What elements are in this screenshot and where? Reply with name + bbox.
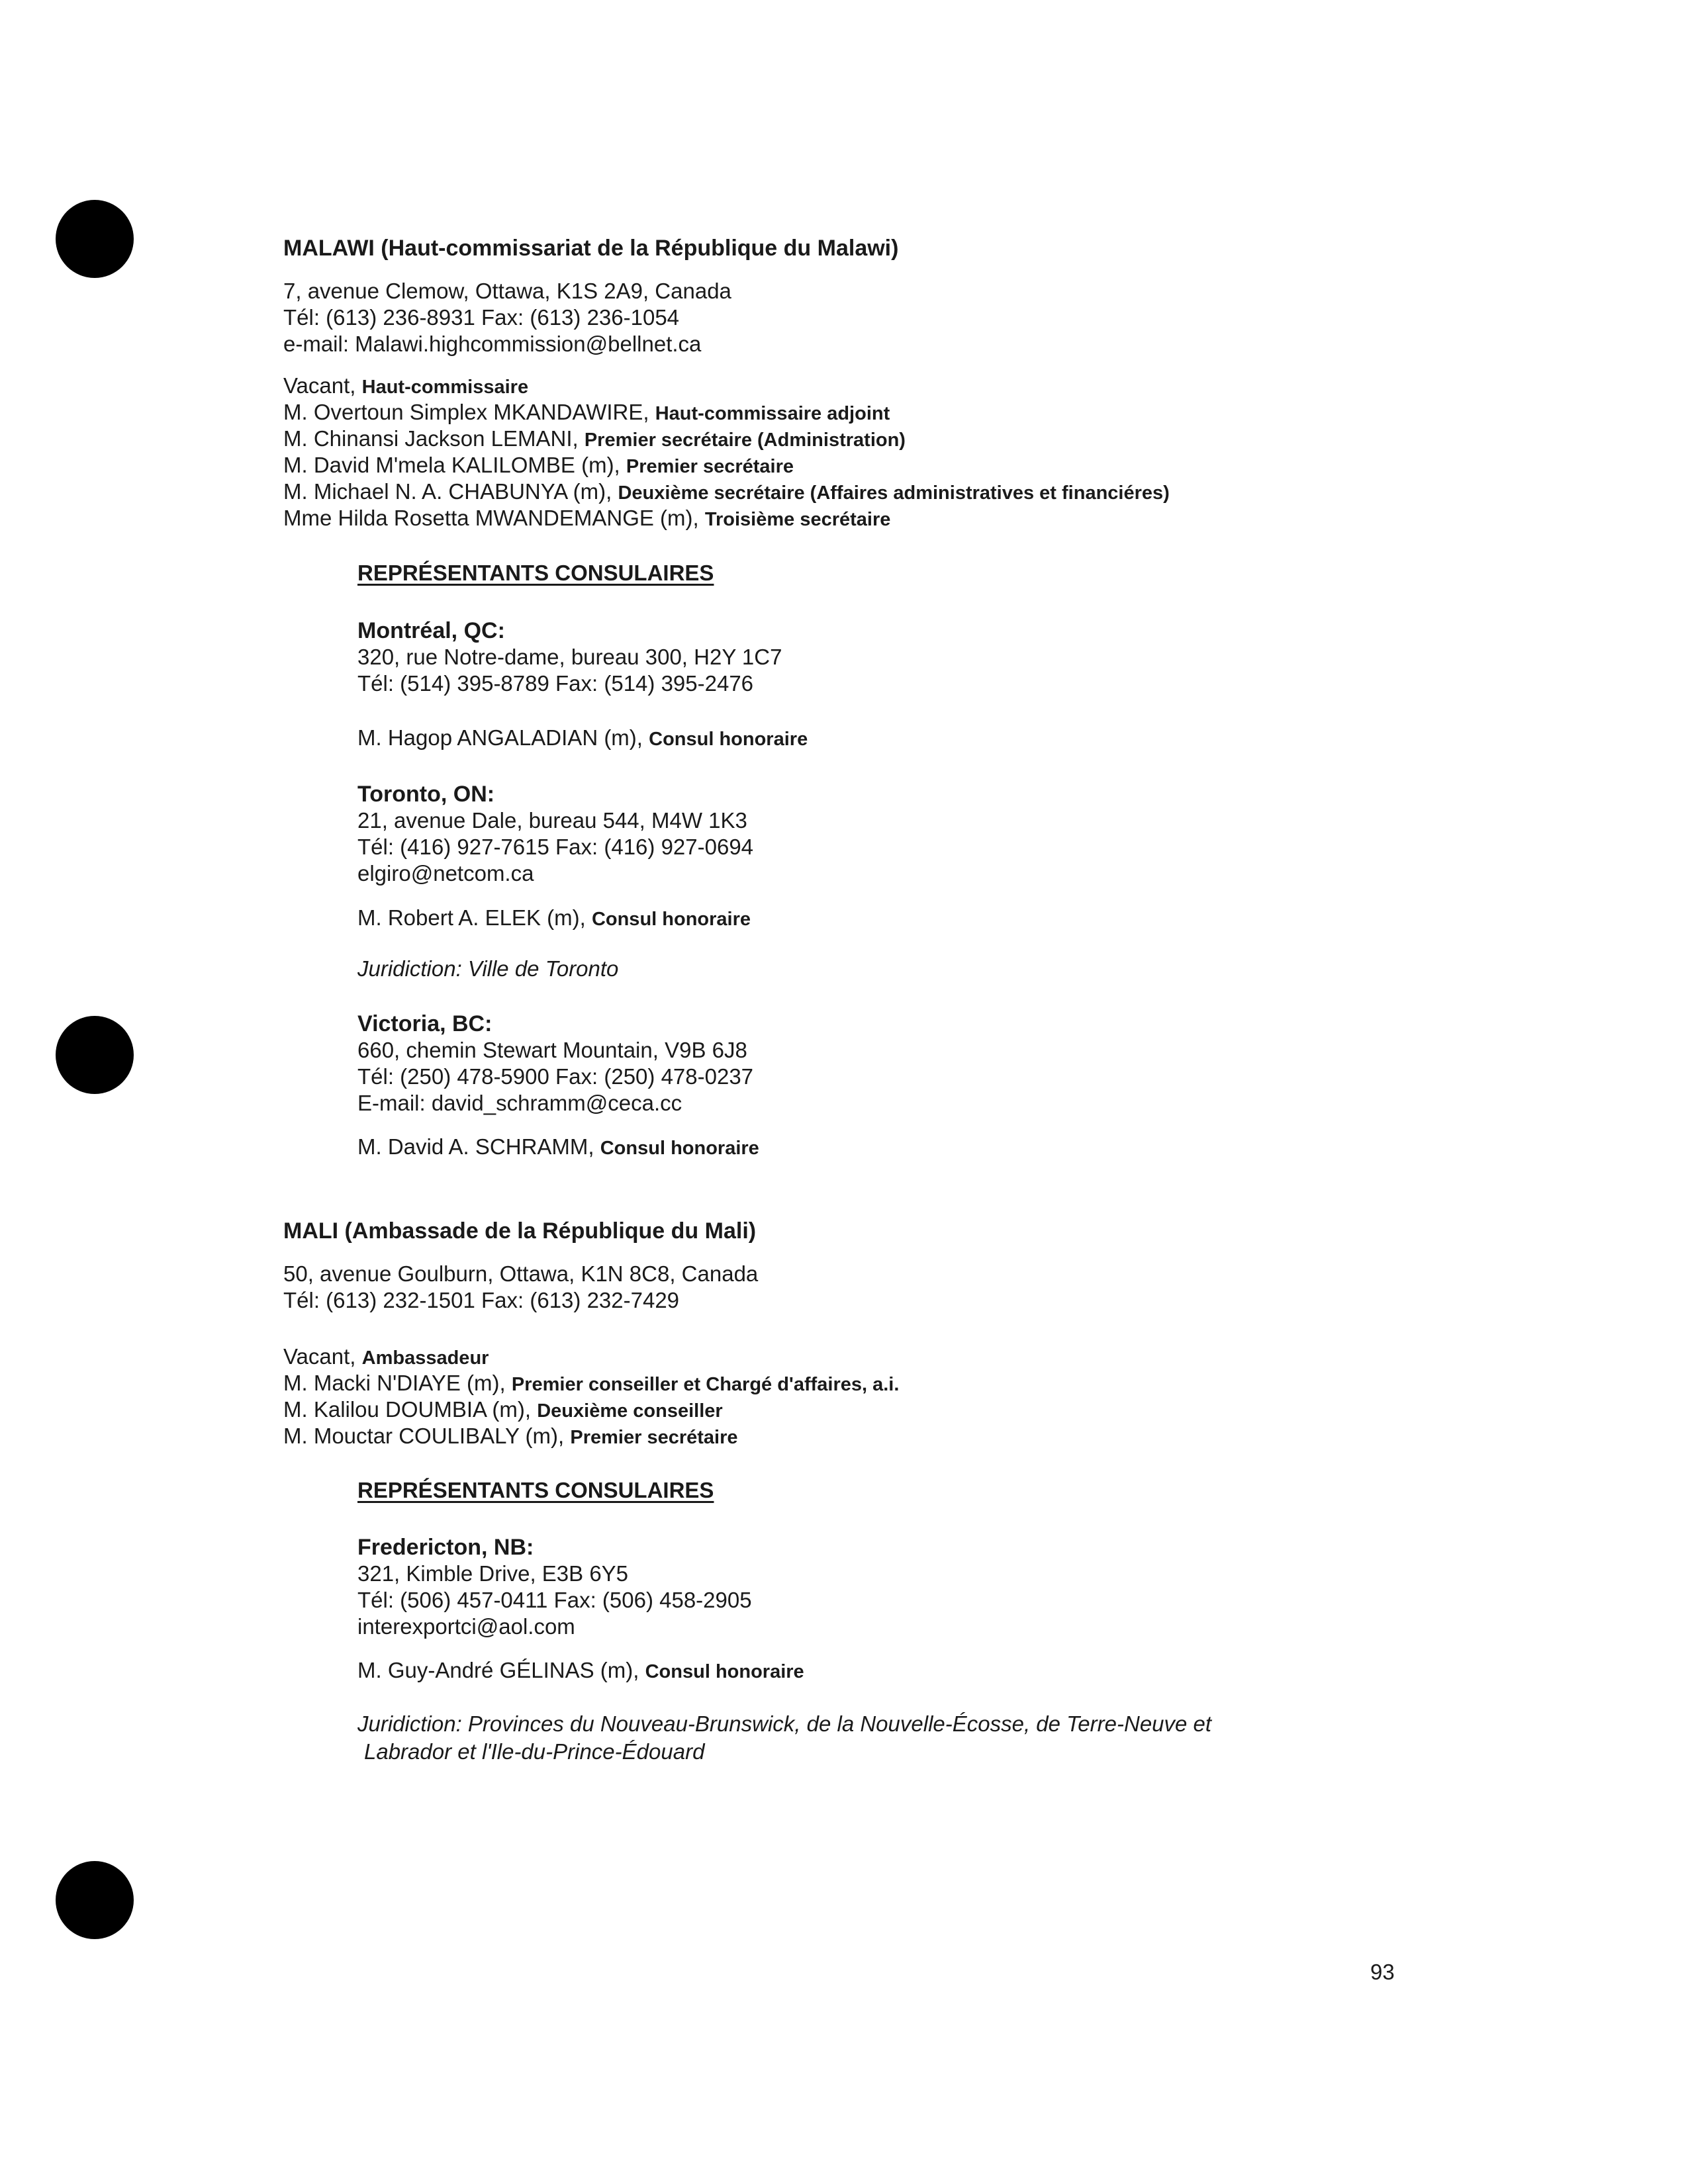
staff-role: Premier secrétaire bbox=[626, 456, 794, 477]
jurisdiction-line-1: Juridiction: Provinces du Nouveau-Brunswick, de la Nouvelle-Écosse, de Terre-Neuve et bbox=[357, 1711, 1212, 1736]
consul-entry bbox=[357, 725, 1615, 751]
staff-role: Haut-commissaire bbox=[361, 377, 529, 398]
staff-entry bbox=[283, 399, 1574, 426]
mali-title: MALI (Ambassade de la République du Mali) bbox=[283, 1218, 757, 1244]
malawi-address: 7, avenue Clemow, Ottawa, K1S 2A9, Canada bbox=[283, 279, 731, 303]
consul-name: M. David A. SCHRAMM, bbox=[357, 1134, 594, 1159]
consulate-email: elgiro@netcom.ca bbox=[357, 861, 534, 886]
mali-contact bbox=[283, 1261, 1574, 1314]
staff-entry bbox=[283, 1343, 1574, 1370]
consul-role: Consul honoraire bbox=[645, 1661, 804, 1682]
consulate-phone: Tél: (506) 457-0411 Fax: (506) 458-2905 bbox=[357, 1588, 752, 1612]
jurisdiction-fredericton bbox=[357, 1710, 1615, 1766]
consulate-address: 21, avenue Dale, bureau 544, M4W 1K3 bbox=[357, 808, 747, 833]
staff-name: M. Macki N'DIAYE (m), bbox=[283, 1371, 506, 1395]
mali-address: 50, avenue Goulburn, Ottawa, K1N 8C8, Canada bbox=[283, 1261, 759, 1286]
jurisdiction-text: Juridiction: Ville de Toronto bbox=[357, 956, 619, 981]
staff-role: Haut-commissaire adjoint bbox=[655, 403, 890, 424]
mali-section bbox=[283, 1218, 1574, 1244]
consulate-address: 320, rue Notre-dame, bureau 300, H2Y 1C7 bbox=[357, 645, 782, 669]
staff-name: Vacant, bbox=[283, 1344, 356, 1369]
consul-entry bbox=[357, 1134, 1615, 1160]
staff-role: Ambassadeur bbox=[361, 1347, 489, 1369]
punch-hole-middle bbox=[56, 1016, 134, 1094]
mali-phone: Tél: (613) 232-1501 Fax: (613) 232-7429 bbox=[283, 1288, 680, 1312]
staff-name: M. Mouctar COULIBALY (m), bbox=[283, 1424, 565, 1448]
staff-name: Mme Hilda Rosetta MWANDEMANGE (m), bbox=[283, 506, 699, 530]
staff-entry bbox=[283, 373, 1574, 399]
consulate-city: Toronto, ON: bbox=[357, 782, 495, 807]
malawi-consular-heading-wrap bbox=[357, 560, 1615, 586]
staff-entry bbox=[283, 478, 1574, 505]
malawi-email: e-mail: Malawi.highcommission@bellnet.ca bbox=[283, 332, 702, 356]
staff-name: M. Michael N. A. CHABUNYA (m), bbox=[283, 479, 612, 504]
consulate-fredericton bbox=[357, 1534, 1615, 1640]
staff-name: M. David M'mela KALILOMBE (m), bbox=[283, 453, 620, 477]
consular-heading: REPRÉSENTANTS CONSULAIRES bbox=[357, 561, 714, 585]
consulate-toronto bbox=[357, 781, 1615, 887]
consulate-victoria bbox=[357, 1011, 1615, 1116]
consulate-city: Fredericton, NB: bbox=[357, 1535, 534, 1560]
page-number: 93 bbox=[1370, 1960, 1395, 1984]
staff-name: M. Overtoun Simplex MKANDAWIRE, bbox=[283, 400, 649, 424]
consul-role: Consul honoraire bbox=[600, 1138, 759, 1159]
staff-entry bbox=[283, 1396, 1574, 1423]
consulate-city: Montréal, QC: bbox=[357, 618, 505, 643]
malawi-title: MALAWI (Haut-commissariat de la République du Malawi) bbox=[283, 236, 899, 261]
consul-name: M. Robert A. ELEK (m), bbox=[357, 905, 586, 930]
consul-entry bbox=[357, 905, 1615, 931]
consulate-address: 660, chemin Stewart Mountain, V9B 6J8 bbox=[357, 1038, 747, 1062]
consul-entry bbox=[357, 1657, 1615, 1684]
jurisdiction-line-2: Labrador et l'Ile-du-Prince-Édouard bbox=[364, 1739, 705, 1764]
consulate-phone: Tél: (416) 927-7615 Fax: (416) 927-0694 bbox=[357, 835, 754, 859]
consul-role: Consul honoraire bbox=[649, 729, 808, 750]
consulate-phone: Tél: (514) 395-8789 Fax: (514) 395-2476 bbox=[357, 671, 754, 696]
malawi-phone: Tél: (613) 236-8931 Fax: (613) 236-1054 bbox=[283, 305, 680, 330]
staff-name: M. Chinansi Jackson LEMANI, bbox=[283, 426, 579, 451]
consulate-montreal bbox=[357, 617, 1615, 697]
consul-name: M. Guy-André GÉLINAS (m), bbox=[357, 1658, 639, 1682]
mali-consular-heading-wrap bbox=[357, 1477, 1615, 1504]
consul-montreal bbox=[357, 725, 1615, 751]
staff-role: Deuxième conseiller bbox=[537, 1400, 723, 1422]
consulate-address: 321, Kimble Drive, E3B 6Y5 bbox=[357, 1561, 629, 1586]
malawi-staff-list bbox=[283, 373, 1574, 531]
consulate-email: E-mail: david_schramm@ceca.cc bbox=[357, 1091, 682, 1115]
staff-entry bbox=[283, 505, 1574, 531]
staff-role: Troisième secrétaire bbox=[704, 509, 891, 530]
punch-hole-bottom bbox=[56, 1861, 134, 1939]
malawi-section bbox=[283, 235, 1574, 261]
staff-name: M. Kalilou DOUMBIA (m), bbox=[283, 1397, 532, 1422]
consul-fredericton bbox=[357, 1657, 1615, 1684]
consulate-city: Victoria, BC: bbox=[357, 1011, 492, 1036]
staff-entry bbox=[283, 452, 1574, 478]
staff-name: Vacant, bbox=[283, 373, 356, 398]
staff-role: Deuxième secrétaire (Affaires administratives et financiéres) bbox=[618, 482, 1170, 504]
jurisdiction-toronto bbox=[357, 955, 1615, 983]
consul-role: Consul honoraire bbox=[591, 909, 751, 930]
staff-entry bbox=[283, 1370, 1574, 1396]
consular-heading: REPRÉSENTANTS CONSULAIRES bbox=[357, 1478, 714, 1502]
mali-staff-list bbox=[283, 1343, 1574, 1449]
consulate-phone: Tél: (250) 478-5900 Fax: (250) 478-0237 bbox=[357, 1064, 754, 1089]
consulate-email: interexportci@aol.com bbox=[357, 1614, 575, 1639]
consul-toronto bbox=[357, 905, 1615, 931]
punch-hole-top bbox=[56, 200, 134, 278]
staff-entry bbox=[283, 426, 1574, 452]
staff-role: Premier secrétaire (Administration) bbox=[584, 430, 906, 451]
staff-role: Premier conseiller et Chargé d'affaires, a.i. bbox=[511, 1374, 900, 1395]
consul-name: M. Hagop ANGALADIAN (m), bbox=[357, 725, 643, 750]
malawi-contact bbox=[283, 278, 1574, 357]
consul-victoria bbox=[357, 1134, 1615, 1160]
staff-role: Premier secrétaire bbox=[570, 1427, 738, 1448]
staff-entry bbox=[283, 1423, 1574, 1449]
